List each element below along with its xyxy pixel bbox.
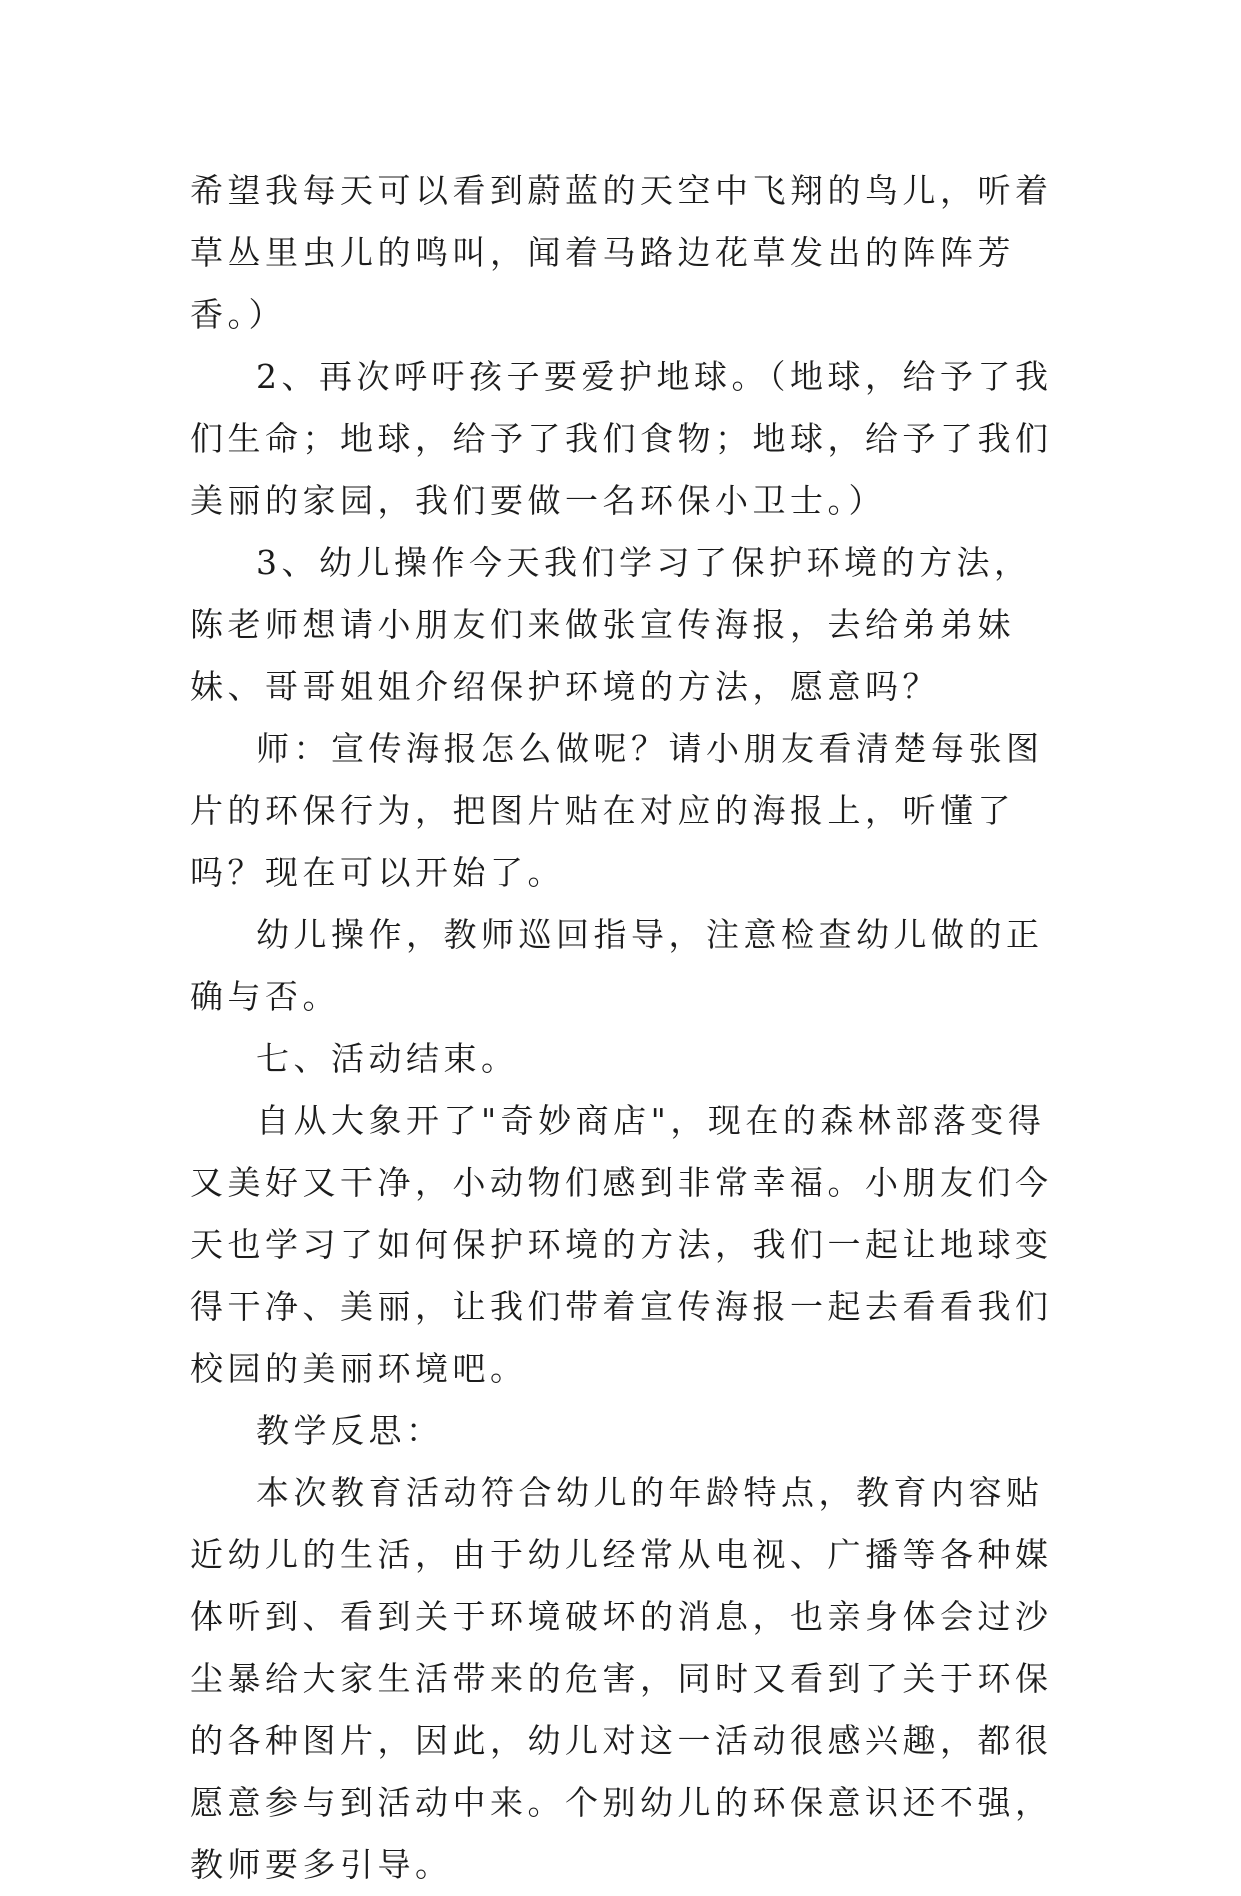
paragraph-child-operation: 幼儿操作，教师巡回指导，注意检查幼儿做的正确与否。 xyxy=(190,915,1044,1016)
paragraph-reflection: 本次教育活动符合幼儿的年龄特点，教育内容贴近幼儿的生活，由于幼儿经常从电视、广播等各种媒体听到、看到关于环境破坏的消息，也亲身体会过沙尘暴给大家生活带来的危害，同时又看到了关于环保的各种图片，因此，幼儿对这一活动很感兴趣，都很愿意参与到活动中来。个别幼儿的环保意识还不强，教师要多引导。 xyxy=(190,1473,1053,1884)
paragraph-step-3: 3、幼儿操作今天我们学习了保护环境的方法，陈老师想请小朋友们来做张宣传海报，去给弟弟妹妹、哥哥姐姐介绍保护环境的方法，愿意吗？ xyxy=(190,543,1032,706)
section-heading-activity-end: 七、活动结束。 xyxy=(256,1039,519,1078)
paragraph-continuation: 希望我每天可以看到蔚蓝的天空中飞翔的鸟儿，听着草丛里虫儿的鸣叫，闻着马路边花草发出的阵阵芳香。） xyxy=(190,171,1053,334)
section-heading-reflection: 教学反思： xyxy=(256,1411,444,1450)
paragraph-activity-end: 自从大象开了"奇妙商店"，现在的森林部落变得又美好又干净，小动物们感到非常幸福。小朋友们今天也学习了如何保护环境的方法，我们一起让地球变得干净、美丽，让我们带着宣传海报一起去看看我们校园的美丽环境吧。 xyxy=(190,1101,1053,1388)
paragraph-teacher-instruction: 师：宣传海报怎么做呢？请小朋友看清楚每张图片的环保行为，把图片贴在对应的海报上，听懂了吗？现在可以开始了。 xyxy=(190,729,1044,892)
paragraph-step-2: 2、再次呼吁孩子要爱护地球。（地球，给予了我们生命；地球，给予了我们食物；地球，给予了我们美丽的家园，我们要做一名环保小卫士。） xyxy=(190,357,1053,520)
document-body xyxy=(190,160,1060,1896)
